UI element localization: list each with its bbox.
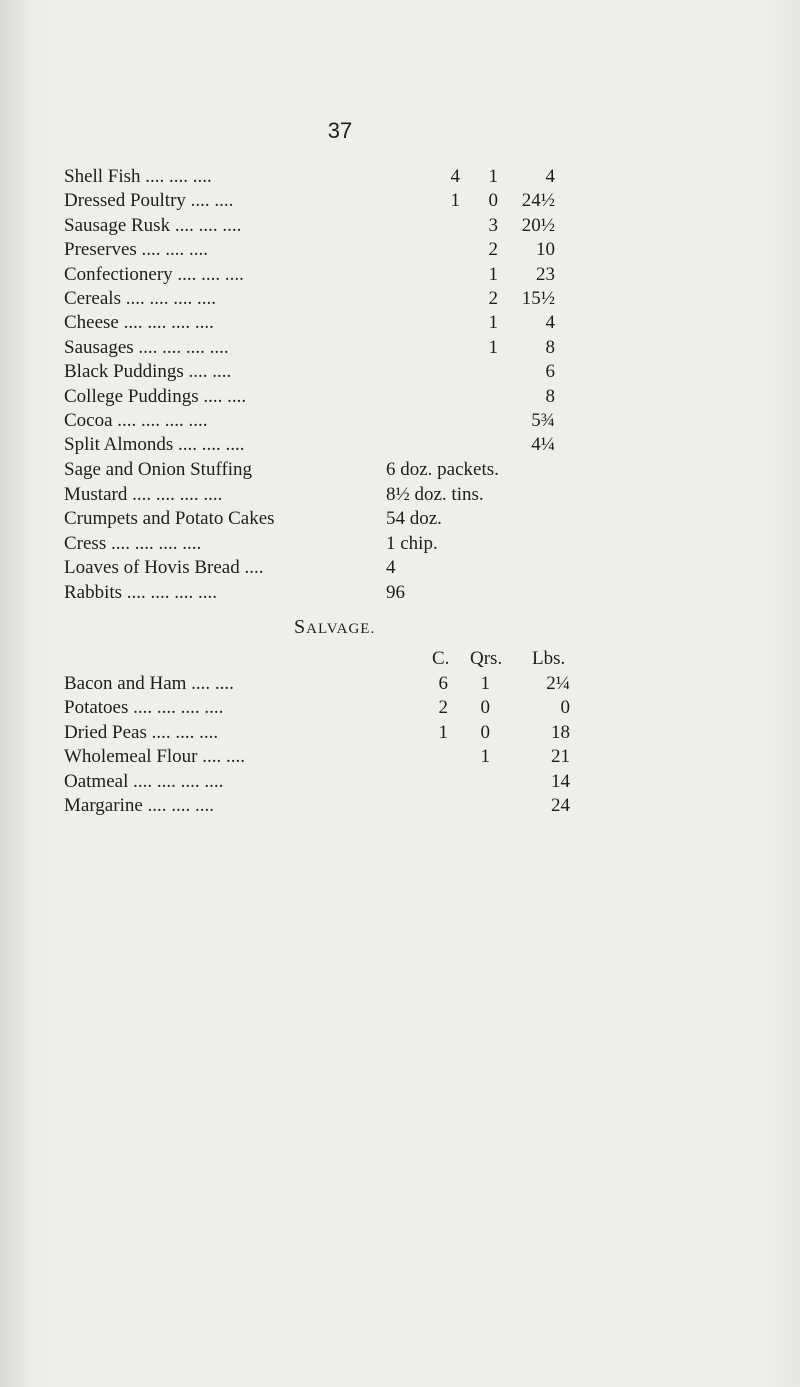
item-quantity: 54 doz. xyxy=(386,508,442,530)
item-label: Bacon and Ham .... .... xyxy=(64,673,234,694)
value-c: 15½ xyxy=(521,288,555,309)
item-label: Loaves of Hovis Bread .... xyxy=(64,557,264,579)
value-cwt: 1 xyxy=(438,721,448,743)
item-label: Dried Peas .... .... .... xyxy=(64,721,219,743)
value-c: 6 xyxy=(545,361,555,383)
value-c: 4 xyxy=(545,166,555,187)
page-number: 37 xyxy=(327,118,353,143)
value-c: 10 xyxy=(536,239,555,261)
value-c: 24½ xyxy=(521,190,555,212)
value-b: 3 xyxy=(488,214,498,236)
value-c: 4 xyxy=(545,312,555,334)
salvage-heading xyxy=(294,616,375,639)
item-label: Mustard .... .... .... .... xyxy=(64,483,223,505)
value-lbs: 21 xyxy=(551,746,570,768)
item-label: Margarine .... .... .... xyxy=(64,795,215,816)
item-label: Cheese .... .... .... .... xyxy=(64,312,214,334)
item-label: Wholemeal Flour .... .... xyxy=(64,746,245,768)
value-b: 2 xyxy=(488,239,498,261)
value-b: 0 xyxy=(488,190,498,212)
value-b: 1 xyxy=(488,336,498,358)
item-quantity: 4 xyxy=(386,557,396,579)
item-label: College Puddings .... .... xyxy=(64,385,247,407)
item-label: Potatoes .... .... .... .... xyxy=(64,697,224,719)
value-qrs: 1 xyxy=(480,746,490,768)
item-quantity: 8½ doz. tins. xyxy=(386,483,484,505)
salvage-heading-initial: S xyxy=(294,616,307,638)
item-label: Cress .... .... .... .... xyxy=(64,532,202,554)
column-header-cwt: C. xyxy=(432,648,450,669)
value-c: 8 xyxy=(545,385,555,407)
value-c: 23 xyxy=(536,263,555,285)
item-quantity: 1 chip. xyxy=(386,532,438,554)
value-cwt: 2 xyxy=(438,697,448,719)
value-qrs: 0 xyxy=(480,721,490,743)
value-lbs: 24 xyxy=(551,795,570,816)
value-lbs: 0 xyxy=(560,697,570,719)
column-header-qrs: Qrs. xyxy=(470,648,503,669)
value-c: 4¼ xyxy=(531,434,555,456)
value-cwt: 6 xyxy=(438,673,448,694)
value-b: 1 xyxy=(488,312,498,334)
item-label: Shell Fish .... .... .... xyxy=(64,166,212,187)
value-c: 20½ xyxy=(521,214,555,236)
value-a: 4 xyxy=(450,166,460,187)
column-header-lbs: Lbs. xyxy=(532,648,566,669)
value-lbs: 2¼ xyxy=(546,673,570,694)
item-label: Confectionery .... .... .... xyxy=(64,263,244,285)
value-b: 1 xyxy=(488,166,498,187)
item-label: Black Puddings .... .... xyxy=(64,361,232,383)
item-quantity: 96 xyxy=(386,582,405,603)
value-c: 8 xyxy=(545,336,555,358)
item-label: Preserves .... .... .... xyxy=(64,239,209,261)
value-b: 2 xyxy=(488,288,498,309)
value-qrs: 1 xyxy=(480,673,490,694)
item-label: Rabbits .... .... .... .... xyxy=(64,582,218,603)
item-label: Sausage Rusk .... .... .... xyxy=(64,214,242,236)
item-label: Sage and Onion Stuffing xyxy=(64,459,253,480)
item-label: Split Almonds .... .... .... xyxy=(64,434,245,456)
item-label: Cereals .... .... .... .... xyxy=(64,288,216,309)
value-lbs: 14 xyxy=(551,770,570,792)
item-label: Sausages .... .... .... .... xyxy=(64,336,229,358)
item-label: Cocoa .... .... .... .... xyxy=(64,410,208,431)
item-label: Crumpets and Potato Cakes xyxy=(64,508,275,530)
value-a: 1 xyxy=(450,190,460,212)
salvage-heading-rest: ALVAGE. xyxy=(306,621,376,637)
item-label: Oatmeal .... .... .... .... xyxy=(64,770,224,792)
value-lbs: 18 xyxy=(551,721,570,743)
value-qrs: 0 xyxy=(480,697,490,719)
item-quantity: 6 doz. packets. xyxy=(386,459,499,480)
value-c: 5¾ xyxy=(531,410,555,431)
value-b: 1 xyxy=(488,263,498,285)
item-label: Dressed Poultry .... .... xyxy=(64,190,234,212)
